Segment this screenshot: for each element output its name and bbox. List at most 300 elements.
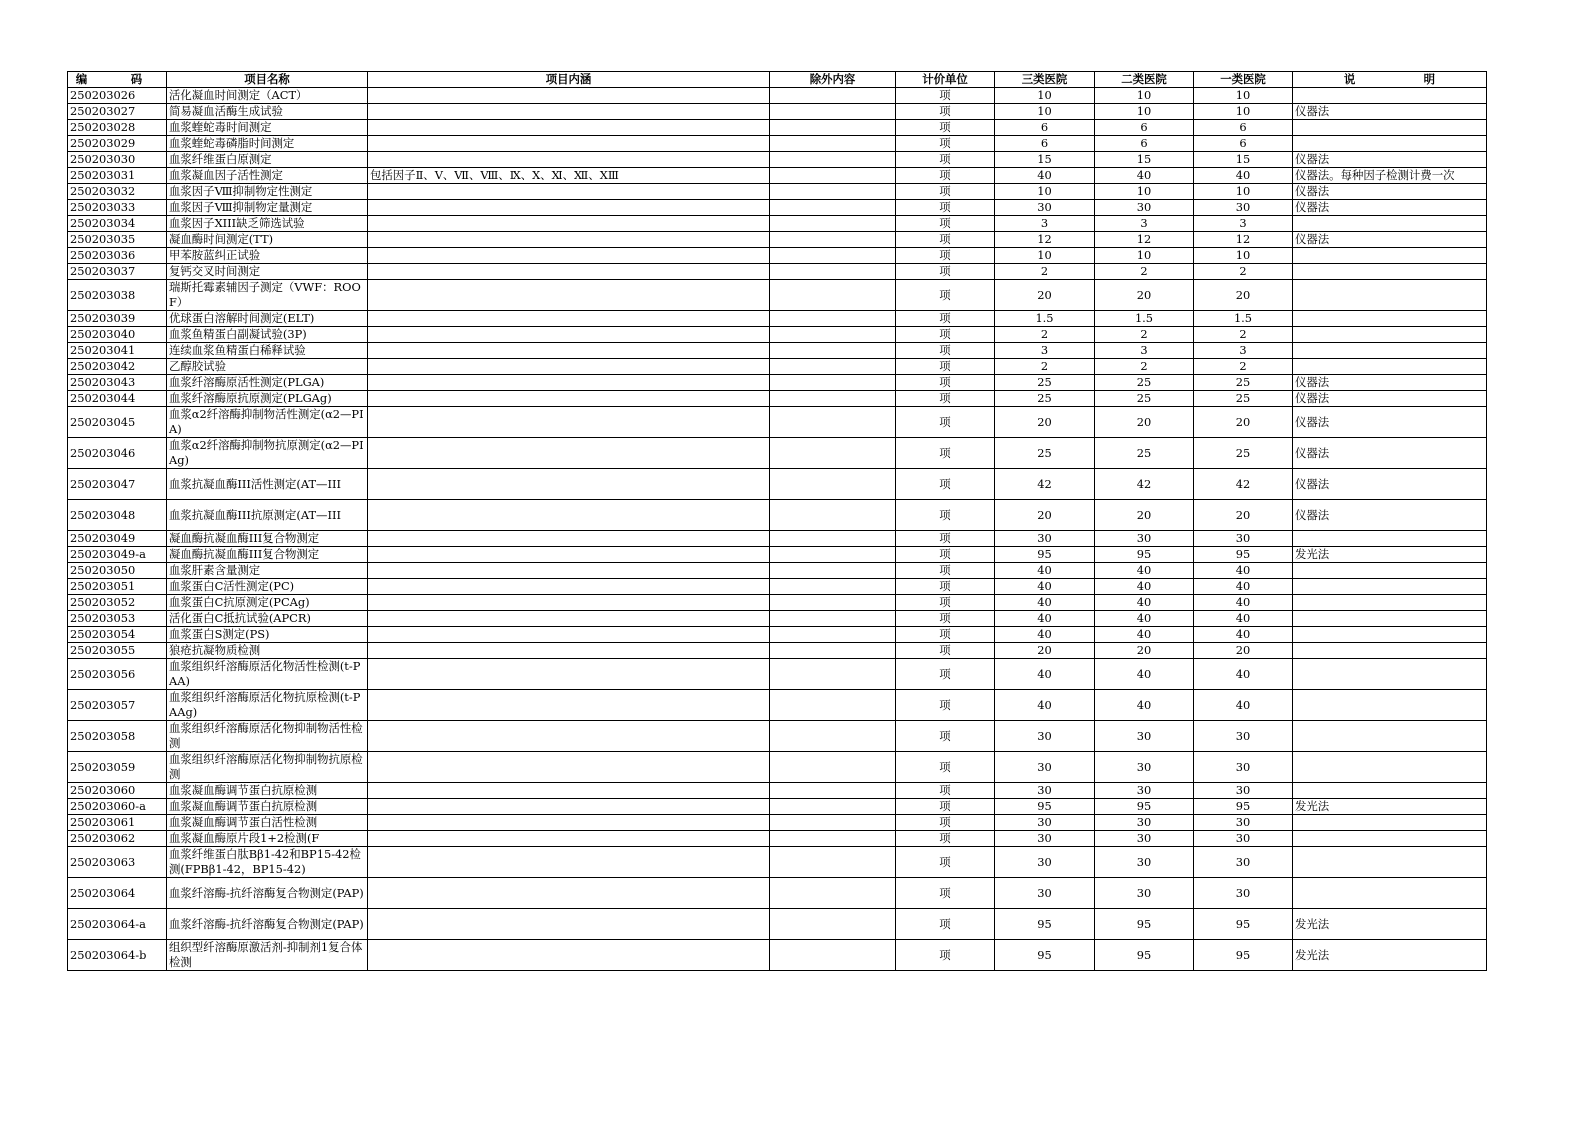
cell-price-class2: 30 bbox=[1095, 878, 1194, 909]
cell-code: 250203031 bbox=[68, 168, 167, 184]
cell-price-class2: 3 bbox=[1095, 343, 1194, 359]
cell-exclusion bbox=[770, 327, 896, 343]
cell-price-class2: 10 bbox=[1095, 184, 1194, 200]
cell-price-class3: 30 bbox=[995, 783, 1095, 799]
cell-unit: 项 bbox=[896, 359, 995, 375]
cell-price-class2: 20 bbox=[1095, 407, 1194, 438]
cell-exclusion bbox=[770, 500, 896, 531]
cell-item-name: 连续血浆鱼精蛋白稀释试验 bbox=[167, 343, 368, 359]
cell-note: 仪器法 bbox=[1293, 184, 1487, 200]
cell-price-class2: 30 bbox=[1095, 815, 1194, 831]
cell-code: 250203064 bbox=[68, 878, 167, 909]
table-row bbox=[68, 280, 1487, 311]
cell-price-class1: 30 bbox=[1194, 847, 1293, 878]
cell-item-name: 凝血酶抗凝血酶III复合物测定 bbox=[167, 531, 368, 547]
cell-price-class3: 40 bbox=[995, 563, 1095, 579]
cell-note bbox=[1293, 752, 1487, 783]
cell-item-name: 血浆因子Ⅷ抑制物定性测定 bbox=[167, 184, 368, 200]
cell-exclusion bbox=[770, 721, 896, 752]
cell-price-class1: 30 bbox=[1194, 531, 1293, 547]
table-row bbox=[68, 500, 1487, 531]
cell-item-name: 凝血酶抗凝血酶III复合物测定 bbox=[167, 547, 368, 563]
cell-unit: 项 bbox=[896, 104, 995, 120]
cell-price-class2: 2 bbox=[1095, 327, 1194, 343]
table-row bbox=[68, 909, 1487, 940]
cell-unit: 项 bbox=[896, 783, 995, 799]
header-price-class3: 三类医院 bbox=[995, 72, 1095, 88]
cell-code: 250203027 bbox=[68, 104, 167, 120]
cell-price-class1: 20 bbox=[1194, 500, 1293, 531]
cell-note bbox=[1293, 120, 1487, 136]
cell-unit: 项 bbox=[896, 152, 995, 168]
cell-item-name: 血浆纤维蛋白原测定 bbox=[167, 152, 368, 168]
cell-code: 250203041 bbox=[68, 343, 167, 359]
cell-item-name: 瑞斯托霉素辅因子测定（VWF：ROOF） bbox=[167, 280, 368, 311]
cell-code: 250203028 bbox=[68, 120, 167, 136]
cell-price-class3: 10 bbox=[995, 88, 1095, 104]
cell-unit: 项 bbox=[896, 391, 995, 407]
table-row bbox=[68, 627, 1487, 643]
cell-unit: 项 bbox=[896, 547, 995, 563]
cell-item-content bbox=[368, 232, 770, 248]
cell-item-name: 血浆纤溶酶原活性测定(PLGA) bbox=[167, 375, 368, 391]
cell-exclusion bbox=[770, 878, 896, 909]
cell-note bbox=[1293, 831, 1487, 847]
cell-price-class1: 6 bbox=[1194, 120, 1293, 136]
cell-unit: 项 bbox=[896, 343, 995, 359]
table-row bbox=[68, 721, 1487, 752]
cell-item-content bbox=[368, 799, 770, 815]
cell-item-name: 血浆纤维蛋白肽Bβ1-42和BP15-42检测(FPBβ1-42，BP15-42) bbox=[167, 847, 368, 878]
cell-exclusion bbox=[770, 531, 896, 547]
cell-price-class2: 30 bbox=[1095, 721, 1194, 752]
cell-price-class3: 20 bbox=[995, 643, 1095, 659]
cell-price-class2: 40 bbox=[1095, 611, 1194, 627]
cell-exclusion bbox=[770, 280, 896, 311]
cell-price-class3: 40 bbox=[995, 659, 1095, 690]
cell-code: 250203045 bbox=[68, 407, 167, 438]
cell-code: 250203056 bbox=[68, 659, 167, 690]
cell-exclusion bbox=[770, 248, 896, 264]
cell-unit: 项 bbox=[896, 438, 995, 469]
cell-note: 仪器法 bbox=[1293, 104, 1487, 120]
cell-item-content bbox=[368, 359, 770, 375]
cell-exclusion bbox=[770, 940, 896, 971]
cell-note bbox=[1293, 248, 1487, 264]
table-row bbox=[68, 88, 1487, 104]
cell-item-content bbox=[368, 184, 770, 200]
cell-code: 250203037 bbox=[68, 264, 167, 280]
cell-unit: 项 bbox=[896, 799, 995, 815]
cell-unit: 项 bbox=[896, 690, 995, 721]
cell-code: 250203046 bbox=[68, 438, 167, 469]
cell-price-class1: 12 bbox=[1194, 232, 1293, 248]
cell-item-name: 优球蛋白溶解时间测定(ELT) bbox=[167, 311, 368, 327]
table-row bbox=[68, 184, 1487, 200]
cell-price-class1: 30 bbox=[1194, 721, 1293, 752]
header-exclusion: 除外内容 bbox=[770, 72, 896, 88]
cell-exclusion bbox=[770, 611, 896, 627]
cell-price-class2: 20 bbox=[1095, 280, 1194, 311]
cell-code: 250203061 bbox=[68, 815, 167, 831]
cell-price-class1: 15 bbox=[1194, 152, 1293, 168]
table-row bbox=[68, 469, 1487, 500]
cell-note bbox=[1293, 847, 1487, 878]
cell-code: 250203058 bbox=[68, 721, 167, 752]
cell-note: 发光法 bbox=[1293, 547, 1487, 563]
cell-note bbox=[1293, 643, 1487, 659]
cell-unit: 项 bbox=[896, 120, 995, 136]
cell-price-class3: 30 bbox=[995, 721, 1095, 752]
cell-price-class3: 95 bbox=[995, 909, 1095, 940]
cell-item-content bbox=[368, 407, 770, 438]
cell-item-name: 血浆凝血酶调节蛋白抗原检测 bbox=[167, 783, 368, 799]
cell-price-class1: 30 bbox=[1194, 752, 1293, 783]
cell-note bbox=[1293, 136, 1487, 152]
header-note: 说 明 bbox=[1293, 72, 1487, 88]
cell-item-content bbox=[368, 847, 770, 878]
cell-price-class1: 1.5 bbox=[1194, 311, 1293, 327]
cell-unit: 项 bbox=[896, 500, 995, 531]
table-row bbox=[68, 878, 1487, 909]
cell-price-class2: 30 bbox=[1095, 847, 1194, 878]
cell-exclusion bbox=[770, 264, 896, 280]
cell-item-name: 血浆α2纤溶酶抑制物活性测定(α2—PIA) bbox=[167, 407, 368, 438]
cell-price-class3: 42 bbox=[995, 469, 1095, 500]
table-row bbox=[68, 168, 1487, 184]
cell-code: 250203032 bbox=[68, 184, 167, 200]
table-row bbox=[68, 563, 1487, 579]
table-row bbox=[68, 531, 1487, 547]
cell-item-name: 血浆凝血酶原片段1+2检测(F bbox=[167, 831, 368, 847]
table-row bbox=[68, 216, 1487, 232]
cell-price-class1: 20 bbox=[1194, 280, 1293, 311]
cell-code: 250203063 bbox=[68, 847, 167, 878]
cell-item-name: 血浆组织纤溶酶原活化物活性检测(t-PAA) bbox=[167, 659, 368, 690]
cell-price-class2: 10 bbox=[1095, 88, 1194, 104]
cell-note: 仪器法 bbox=[1293, 232, 1487, 248]
cell-exclusion bbox=[770, 216, 896, 232]
cell-code: 250203064-b bbox=[68, 940, 167, 971]
cell-code: 250203060 bbox=[68, 783, 167, 799]
cell-unit: 项 bbox=[896, 847, 995, 878]
cell-note bbox=[1293, 815, 1487, 831]
cell-unit: 项 bbox=[896, 469, 995, 500]
cell-price-class1: 10 bbox=[1194, 88, 1293, 104]
cell-note bbox=[1293, 264, 1487, 280]
cell-item-content bbox=[368, 531, 770, 547]
cell-item-content bbox=[368, 152, 770, 168]
cell-item-content bbox=[368, 136, 770, 152]
cell-item-name: 活化蛋白C抵抗试验(APCR) bbox=[167, 611, 368, 627]
cell-exclusion bbox=[770, 104, 896, 120]
table-row bbox=[68, 690, 1487, 721]
cell-price-class3: 30 bbox=[995, 847, 1095, 878]
cell-code: 250203050 bbox=[68, 563, 167, 579]
cell-unit: 项 bbox=[896, 264, 995, 280]
header-name: 项目名称 bbox=[167, 72, 368, 88]
cell-item-name: 血浆蛋白C抗原测定(PCAg) bbox=[167, 595, 368, 611]
cell-exclusion bbox=[770, 359, 896, 375]
cell-item-name: 活化凝血时间测定（ACT） bbox=[167, 88, 368, 104]
table-row bbox=[68, 815, 1487, 831]
cell-price-class1: 2 bbox=[1194, 264, 1293, 280]
cell-note bbox=[1293, 327, 1487, 343]
cell-exclusion bbox=[770, 847, 896, 878]
table-row bbox=[68, 311, 1487, 327]
cell-price-class3: 30 bbox=[995, 200, 1095, 216]
cell-item-name: 血浆纤溶酶原抗原测定(PLGAg) bbox=[167, 391, 368, 407]
cell-exclusion bbox=[770, 595, 896, 611]
cell-price-class2: 30 bbox=[1095, 831, 1194, 847]
cell-note: 发光法 bbox=[1293, 909, 1487, 940]
table-row bbox=[68, 831, 1487, 847]
cell-item-name: 血浆蝰蛇毒时间测定 bbox=[167, 120, 368, 136]
cell-price-class3: 10 bbox=[995, 248, 1095, 264]
cell-note: 仪器法 bbox=[1293, 407, 1487, 438]
table-row bbox=[68, 611, 1487, 627]
cell-price-class1: 3 bbox=[1194, 216, 1293, 232]
cell-item-content bbox=[368, 611, 770, 627]
cell-code: 250203026 bbox=[68, 88, 167, 104]
cell-item-content bbox=[368, 216, 770, 232]
cell-price-class2: 25 bbox=[1095, 375, 1194, 391]
cell-note bbox=[1293, 611, 1487, 627]
cell-note bbox=[1293, 721, 1487, 752]
cell-item-name: 狼疮抗凝物质检测 bbox=[167, 643, 368, 659]
cell-price-class1: 40 bbox=[1194, 563, 1293, 579]
cell-note: 仪器法 bbox=[1293, 469, 1487, 500]
cell-unit: 项 bbox=[896, 627, 995, 643]
cell-note: 仪器法 bbox=[1293, 500, 1487, 531]
cell-item-name: 血浆肝素含量测定 bbox=[167, 563, 368, 579]
cell-code: 250203055 bbox=[68, 643, 167, 659]
cell-unit: 项 bbox=[896, 815, 995, 831]
cell-item-name: 血浆蛋白S测定(PS) bbox=[167, 627, 368, 643]
cell-price-class2: 95 bbox=[1095, 547, 1194, 563]
cell-price-class1: 25 bbox=[1194, 375, 1293, 391]
table-row bbox=[68, 232, 1487, 248]
table-row bbox=[68, 799, 1487, 815]
table-row bbox=[68, 391, 1487, 407]
cell-item-content bbox=[368, 940, 770, 971]
table-row bbox=[68, 343, 1487, 359]
price-table bbox=[67, 71, 1487, 971]
cell-item-content bbox=[368, 815, 770, 831]
cell-price-class2: 2 bbox=[1095, 264, 1194, 280]
cell-item-content bbox=[368, 343, 770, 359]
cell-unit: 项 bbox=[896, 611, 995, 627]
cell-item-content bbox=[368, 783, 770, 799]
cell-price-class3: 6 bbox=[995, 136, 1095, 152]
cell-price-class2: 95 bbox=[1095, 909, 1194, 940]
cell-price-class3: 30 bbox=[995, 531, 1095, 547]
cell-exclusion bbox=[770, 232, 896, 248]
table-row bbox=[68, 783, 1487, 799]
cell-item-content bbox=[368, 595, 770, 611]
cell-unit: 项 bbox=[896, 940, 995, 971]
cell-price-class3: 15 bbox=[995, 152, 1095, 168]
cell-unit: 项 bbox=[896, 531, 995, 547]
cell-code: 250203030 bbox=[68, 152, 167, 168]
cell-item-name: 血浆α2纤溶酶抑制物抗原测定(α2—PIAg) bbox=[167, 438, 368, 469]
cell-item-content bbox=[368, 104, 770, 120]
cell-item-name: 血浆组织纤溶酶原活化物抗原检测(t-PAAg) bbox=[167, 690, 368, 721]
cell-item-content bbox=[368, 248, 770, 264]
cell-item-name: 血浆抗凝血酶III抗原测定(AT—III bbox=[167, 500, 368, 531]
cell-item-content bbox=[368, 831, 770, 847]
cell-note: 仪器法 bbox=[1293, 152, 1487, 168]
cell-note bbox=[1293, 690, 1487, 721]
cell-exclusion bbox=[770, 120, 896, 136]
cell-price-class2: 20 bbox=[1095, 500, 1194, 531]
cell-item-content bbox=[368, 878, 770, 909]
cell-note bbox=[1293, 563, 1487, 579]
cell-code: 250203035 bbox=[68, 232, 167, 248]
cell-unit: 项 bbox=[896, 643, 995, 659]
table-row bbox=[68, 359, 1487, 375]
cell-exclusion bbox=[770, 152, 896, 168]
cell-exclusion bbox=[770, 799, 896, 815]
cell-note: 发光法 bbox=[1293, 799, 1487, 815]
cell-exclusion bbox=[770, 579, 896, 595]
cell-price-class2: 40 bbox=[1095, 659, 1194, 690]
cell-note bbox=[1293, 783, 1487, 799]
cell-note bbox=[1293, 659, 1487, 690]
table-row bbox=[68, 152, 1487, 168]
cell-price-class2: 25 bbox=[1095, 438, 1194, 469]
cell-exclusion bbox=[770, 831, 896, 847]
cell-price-class2: 10 bbox=[1095, 248, 1194, 264]
cell-price-class2: 40 bbox=[1095, 563, 1194, 579]
cell-code: 250203043 bbox=[68, 375, 167, 391]
table-row bbox=[68, 264, 1487, 280]
cell-item-name: 乙醇胶试验 bbox=[167, 359, 368, 375]
cell-price-class2: 20 bbox=[1095, 643, 1194, 659]
cell-price-class1: 95 bbox=[1194, 547, 1293, 563]
cell-note: 发光法 bbox=[1293, 940, 1487, 971]
table-row bbox=[68, 579, 1487, 595]
cell-item-name: 复钙交叉时间测定 bbox=[167, 264, 368, 280]
cell-price-class1: 2 bbox=[1194, 359, 1293, 375]
cell-note bbox=[1293, 280, 1487, 311]
cell-exclusion bbox=[770, 88, 896, 104]
cell-price-class3: 40 bbox=[995, 611, 1095, 627]
cell-item-name: 血浆组织纤溶酶原活化物抑制物活性检测 bbox=[167, 721, 368, 752]
cell-price-class3: 20 bbox=[995, 500, 1095, 531]
cell-item-name: 血浆蝰蛇毒磷脂时间测定 bbox=[167, 136, 368, 152]
cell-price-class1: 42 bbox=[1194, 469, 1293, 500]
cell-code: 250203047 bbox=[68, 469, 167, 500]
cell-note bbox=[1293, 359, 1487, 375]
cell-price-class3: 30 bbox=[995, 831, 1095, 847]
cell-price-class2: 10 bbox=[1095, 104, 1194, 120]
cell-code: 250203054 bbox=[68, 627, 167, 643]
cell-price-class1: 10 bbox=[1194, 184, 1293, 200]
cell-price-class3: 30 bbox=[995, 815, 1095, 831]
cell-price-class3: 2 bbox=[995, 359, 1095, 375]
cell-item-content bbox=[368, 547, 770, 563]
cell-code: 250203059 bbox=[68, 752, 167, 783]
header-price-class1: 一类医院 bbox=[1194, 72, 1293, 88]
cell-price-class1: 6 bbox=[1194, 136, 1293, 152]
table-row bbox=[68, 643, 1487, 659]
table-row bbox=[68, 375, 1487, 391]
cell-code: 250203057 bbox=[68, 690, 167, 721]
cell-price-class3: 40 bbox=[995, 627, 1095, 643]
cell-price-class2: 2 bbox=[1095, 359, 1194, 375]
cell-price-class2: 40 bbox=[1095, 627, 1194, 643]
cell-item-content bbox=[368, 579, 770, 595]
cell-price-class2: 40 bbox=[1095, 168, 1194, 184]
cell-exclusion bbox=[770, 391, 896, 407]
cell-price-class1: 40 bbox=[1194, 168, 1293, 184]
cell-exclusion bbox=[770, 136, 896, 152]
cell-note bbox=[1293, 216, 1487, 232]
cell-item-name: 血浆纤溶酶-抗纤溶酶复合物测定(PAP) bbox=[167, 909, 368, 940]
cell-note: 仪器法。每种因子检测计费一次 bbox=[1293, 168, 1487, 184]
cell-item-name: 血浆因子XIII缺乏筛选试验 bbox=[167, 216, 368, 232]
cell-price-class3: 95 bbox=[995, 547, 1095, 563]
cell-item-content bbox=[368, 280, 770, 311]
table-row bbox=[68, 752, 1487, 783]
cell-note: 仪器法 bbox=[1293, 391, 1487, 407]
cell-price-class2: 25 bbox=[1095, 391, 1194, 407]
cell-price-class2: 40 bbox=[1095, 579, 1194, 595]
cell-price-class2: 95 bbox=[1095, 940, 1194, 971]
cell-note bbox=[1293, 311, 1487, 327]
cell-price-class2: 6 bbox=[1095, 136, 1194, 152]
cell-price-class1: 40 bbox=[1194, 611, 1293, 627]
cell-item-content bbox=[368, 200, 770, 216]
cell-price-class2: 6 bbox=[1095, 120, 1194, 136]
cell-price-class2: 1.5 bbox=[1095, 311, 1194, 327]
cell-note bbox=[1293, 579, 1487, 595]
cell-code: 250203062 bbox=[68, 831, 167, 847]
cell-price-class3: 30 bbox=[995, 878, 1095, 909]
cell-item-content bbox=[368, 391, 770, 407]
cell-price-class2: 30 bbox=[1095, 783, 1194, 799]
table-row bbox=[68, 407, 1487, 438]
cell-note bbox=[1293, 627, 1487, 643]
cell-price-class3: 40 bbox=[995, 168, 1095, 184]
table-row bbox=[68, 595, 1487, 611]
cell-price-class3: 6 bbox=[995, 120, 1095, 136]
table-row bbox=[68, 136, 1487, 152]
cell-item-content bbox=[368, 721, 770, 752]
table-row bbox=[68, 847, 1487, 878]
cell-code: 250203036 bbox=[68, 248, 167, 264]
cell-unit: 项 bbox=[896, 200, 995, 216]
cell-code: 250203040 bbox=[68, 327, 167, 343]
cell-unit: 项 bbox=[896, 311, 995, 327]
cell-exclusion bbox=[770, 659, 896, 690]
cell-exclusion bbox=[770, 643, 896, 659]
cell-code: 250203053 bbox=[68, 611, 167, 627]
cell-exclusion bbox=[770, 815, 896, 831]
cell-price-class3: 3 bbox=[995, 216, 1095, 232]
cell-exclusion bbox=[770, 469, 896, 500]
cell-exclusion bbox=[770, 311, 896, 327]
cell-unit: 项 bbox=[896, 216, 995, 232]
header-content: 项目内涵 bbox=[368, 72, 770, 88]
cell-price-class1: 95 bbox=[1194, 909, 1293, 940]
cell-item-name: 甲苯胺蓝纠正试验 bbox=[167, 248, 368, 264]
cell-price-class3: 95 bbox=[995, 799, 1095, 815]
cell-item-name: 血浆纤溶酶-抗纤溶酶复合物测定(PAP) bbox=[167, 878, 368, 909]
cell-item-name: 血浆鱼精蛋白副凝试验(3P) bbox=[167, 327, 368, 343]
cell-code: 250203034 bbox=[68, 216, 167, 232]
